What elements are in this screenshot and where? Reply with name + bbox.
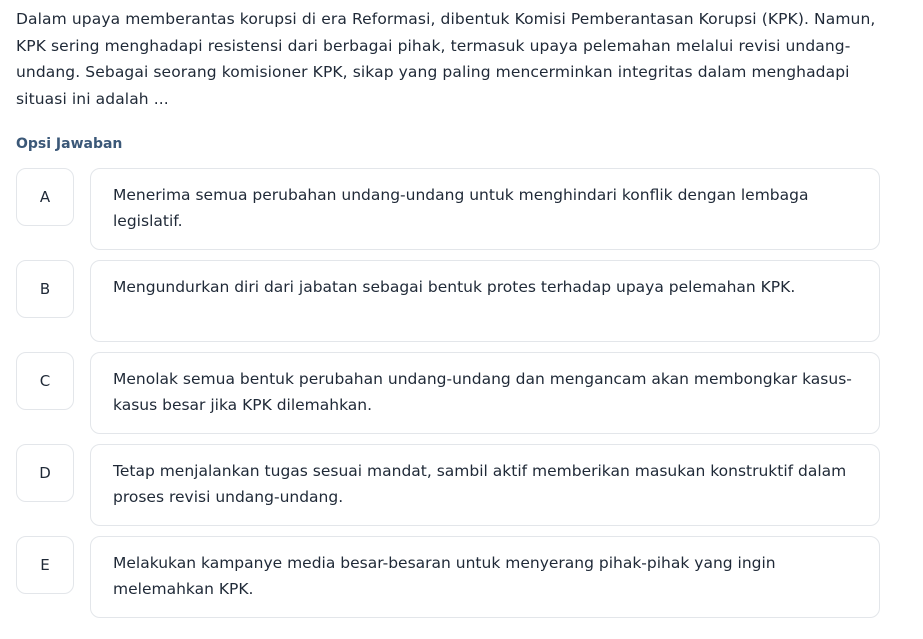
answer-options (16, 168, 880, 628)
option-e[interactable] (16, 536, 880, 618)
option-b-text[interactable]: Mengundurkan diri dari jabatan sebagai bentuk protes terhadap upaya pelemahan KPK. (90, 260, 880, 342)
option-a-letter[interactable]: A (16, 168, 74, 226)
option-e-text[interactable]: Melakukan kampanye media besar-besaran untuk menyerang pihak-pihak yang ingin melemahkan KPK. (90, 536, 880, 618)
option-d-letter[interactable]: D (16, 444, 74, 502)
option-b-letter[interactable]: B (16, 260, 74, 318)
option-a[interactable] (16, 168, 880, 250)
option-c-letter[interactable]: C (16, 352, 74, 410)
option-d[interactable] (16, 444, 880, 526)
option-b[interactable] (16, 260, 880, 342)
option-d-text[interactable]: Tetap menjalankan tugas sesuai mandat, sambil aktif memberikan masukan konstruktif dalam proses revisi undang-undang. (90, 444, 880, 526)
option-a-text[interactable]: Menerima semua perubahan undang-undang untuk menghindari konflik dengan lembaga legislatif. (90, 168, 880, 250)
options-heading: Opsi Jawaban (16, 136, 123, 152)
option-c[interactable] (16, 352, 880, 434)
option-e-letter[interactable]: E (16, 536, 74, 594)
option-c-text[interactable]: Menolak semua bentuk perubahan undang-undang dan mengancam akan membongkar kasus-kasus besar jika KPK dilemahkan. (90, 352, 880, 434)
question-text: Dalam upaya memberantas korupsi di era Reformasi, dibentuk Komisi Pemberantasan Korupsi (KPK). Namun, KPK sering menghadapi resistensi dari berbagai pihak, termasuk upaya pelemahan melalui revisi undang-undang. Sebagai seorang komisioner KPK, sikap yang paling mencerminkan integritas dalam menghadapi situasi ini adalah ... (16, 10, 876, 108)
